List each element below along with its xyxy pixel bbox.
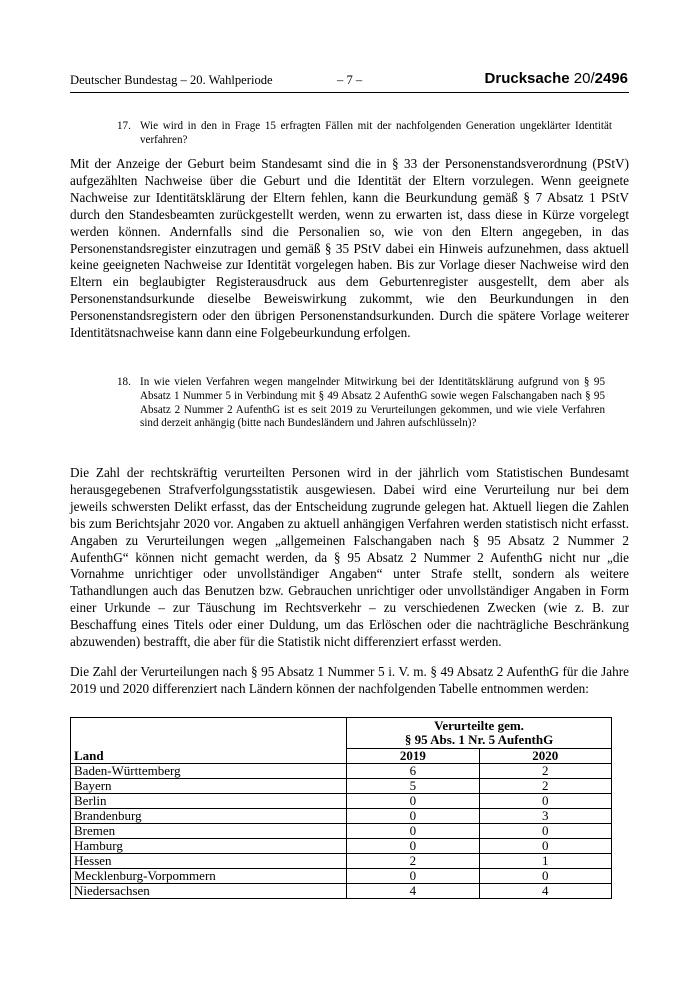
- answer-18-paragraph-2: Die Zahl der Verurteilungen nach § 95 Absatz 1 Nummer 5 i. V. m. § 49 Absatz 2 AufenthG für die Jahre 2019 und 2020 differenziert nach Ländern können der nachfolgenden Tabelle entnommen werden:: [70, 664, 629, 696]
- column-header-2020: 2020: [479, 749, 611, 764]
- column-header-land: Land: [71, 749, 347, 764]
- question-text: In wie vielen Verfahren wegen mangelnder Mitwirkung bei der Identitätsklärung aufgrund von § 95 Absatz 1 Nummer 5 in Verbindung mit § 49 Absatz 2 AufenthG sowie wegen Falschangaben nach § 95 Absatz 2 Nummer 2 AufenthG ist es seit 2019 zu Verurteilungen gekommen, und wie viele Verfahren sind derzeit anhängig (bitte nach Bundesländern und Jahren aufschlüsseln)?: [140, 376, 605, 430]
- land-cell: Berlin: [71, 794, 347, 809]
- table-row: [71, 809, 612, 824]
- table-row: [71, 779, 612, 794]
- value-2019-cell: 0: [347, 794, 479, 809]
- value-2020-cell: 1: [479, 854, 611, 869]
- doc-label: Drucksache: [484, 70, 570, 87]
- land-cell: Bayern: [71, 779, 347, 794]
- table-row: [71, 794, 612, 809]
- page-number: – 7 –: [337, 73, 363, 87]
- land-cell: Mecklenburg-Vorpommern: [71, 869, 347, 884]
- value-2019-cell: 4: [347, 884, 479, 899]
- table-column-header-row: [71, 749, 612, 764]
- value-2020-cell: 4: [479, 884, 611, 899]
- land-cell: Niedersachsen: [71, 884, 347, 899]
- page-header: [70, 70, 628, 92]
- question-number: 18.: [117, 376, 131, 388]
- value-2019-cell: 0: [347, 839, 479, 854]
- table-group-header-row: [71, 718, 612, 749]
- question-text: Wie wird in den in Frage 15 erfragten Fällen mit der nachfolgenden Generation ungeklärter Identität verfahren?: [140, 120, 612, 146]
- doc-number-suffix: 2496: [594, 70, 628, 87]
- land-cell: Baden-Württemberg: [71, 764, 347, 779]
- table-row: [71, 884, 612, 899]
- value-2019-cell: 0: [347, 869, 479, 884]
- value-2019-cell: 0: [347, 824, 479, 839]
- land-cell: Hessen: [71, 854, 347, 869]
- value-2020-cell: 0: [479, 824, 611, 839]
- table-row: [71, 764, 612, 779]
- value-2020-cell: 2: [479, 779, 611, 794]
- table-row: [71, 824, 612, 839]
- value-2019-cell: 2: [347, 854, 479, 869]
- answer-17: Mit der Anzeige der Geburt beim Standesamt sind die in § 33 der Personenstandsverordnung (PStV) aufgezählten Nachweise über die Geburt und die Identität der Eltern vorzulegen. Wenn geeignete Nachweise zur Identitätsklärung der Eltern fehlen, kann die Beurkundung gemäß § 7 Absatz 1 PStV durch den Standesbeamten zurückgestellt werden, wenn zu erwarten ist, dass diese in Kürze vorgelegt werden können. Andernfalls sind die Personalien so, wie von den Eltern angegeben, in das Personenstandsregister einzutragen und gemäß § 35 PStV dabei ein Hinweis aufzunehmen, dass aktuell keine geeigneten Nachweise zur Identität vorgelegen haben. Bis zur Vorlage dieser Nachweise wird den Eltern ein beglaubigter Registerausdruck aus dem Geburtenregister ausgestellt, dem aber als Personenstandsurkunde dieselbe Beweiswirkung zukommt, wie den Beurkundungen in den Personenstandsregistern oder den übrigen Personenstandsurkunden. Durch die spätere Vorlage weiterer Identitätsnachweise kann dann eine Folgebeurkundung erfolgen.: [70, 156, 629, 341]
- value-2019-cell: 0: [347, 809, 479, 824]
- value-2020-cell: 2: [479, 764, 611, 779]
- value-2020-cell: 0: [479, 839, 611, 854]
- group-header-line-2: § 95 Abs. 1 Nr. 5 AufenthG: [404, 732, 554, 747]
- table-row: [71, 854, 612, 869]
- value-2019-cell: 5: [347, 779, 479, 794]
- column-header-2019: 2019: [347, 749, 479, 764]
- land-cell: Brandenburg: [71, 809, 347, 824]
- parliament-period: Deutscher Bundestag – 20. Wahlperiode: [70, 73, 273, 87]
- question-18: [117, 376, 612, 460]
- question-number: 17.: [117, 120, 131, 132]
- header-rule: [70, 92, 629, 93]
- answer-18-paragraph-1: Die Zahl der rechtskräftig verurteilten Personen wird in der jährlich vom Statistischen Bundesamt herausgegebenen Strafverfolgungsstatistik ausgewiesen. Dabei wird eine Verurteilung nur bei dem jeweils schwersten Delikt erfasst, das der Entscheidung zugrunde gelegen hat. Aktuell liegen die Zahlen bis zum Berichtsjahr 2020 vor. Angaben zu aktuell anhängigen Verfahren werden statistisch nicht erfasst. Angaben zu Verurteilungen wegen „allgemeinen Falschangaben nach § 95 Absatz 2 Nummer 2 AufenthG“ können nicht gemacht werden, da § 95 Absatz 2 Nummer 2 AufenthG nicht nur „die Vornahme unrichtiger oder unvollständiger Angaben“ unter Strafe stellt, sondern als weitere Tathandlungen auch das Benutzen bzw. Gebrauchen unrichtiger oder unvollständiger Angaben in Form einer Urkunde – zur Täuschung im Rechtsverkehr – zu verschiedenen Zwecken (wie z. B. zur Beschaffung eines Titels oder einer Duldung, um das Erlöschen oder die nachträgliche Beschränkung abzuwenden) bestrafft, die aber für die Statistik nicht differenziert erfasst werden.: [70, 465, 629, 650]
- question-17: [117, 120, 612, 150]
- value-2020-cell: 0: [479, 794, 611, 809]
- table-row: [71, 839, 612, 854]
- value-2020-cell: 3: [479, 809, 611, 824]
- convictions-table: [70, 717, 612, 899]
- table-corner-cell: [71, 718, 347, 749]
- land-cell: Hamburg: [71, 839, 347, 854]
- table-row: [71, 869, 612, 884]
- doc-number-prefix: 20/: [573, 70, 595, 87]
- value-2020-cell: 0: [479, 869, 611, 884]
- land-cell: Bremen: [71, 824, 347, 839]
- document-number: [485, 70, 628, 87]
- table-group-header: [347, 718, 612, 749]
- value-2019-cell: 6: [347, 764, 479, 779]
- group-header-line-1: Verurteilte gem.: [434, 718, 524, 733]
